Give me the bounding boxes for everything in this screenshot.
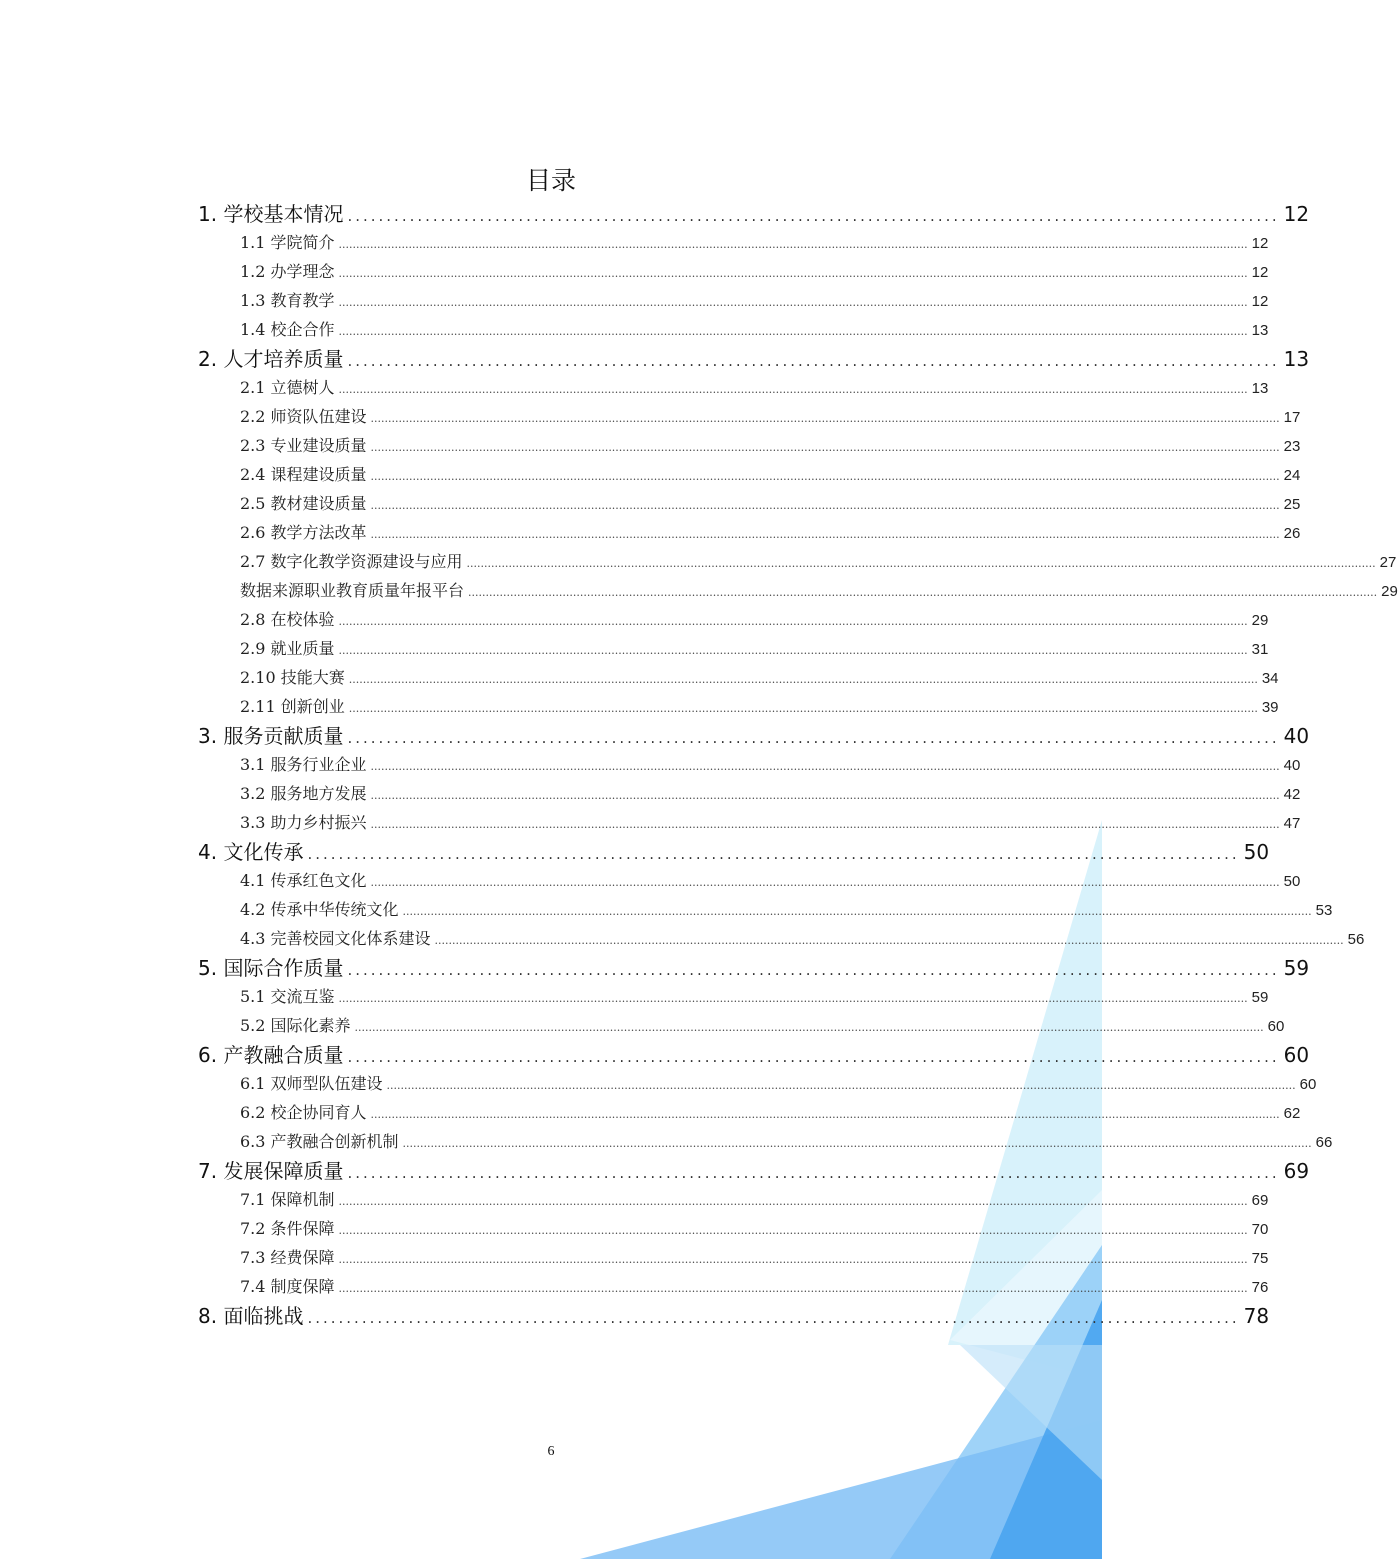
dot-leader: .................................................................................................................................................................................................................................................................... bbox=[370, 470, 1280, 483]
toc-entry-label: 3.2 服务地方发展 bbox=[240, 784, 367, 803]
toc-subsection-entry[interactable] bbox=[240, 924, 1365, 953]
toc-entry-label: 2.5 教材建设质量 bbox=[240, 494, 367, 513]
toc-subsection-entry[interactable] bbox=[240, 431, 1301, 460]
toc-section-entry[interactable] bbox=[198, 1153, 1310, 1189]
dot-leader: .................................................................................................................................................................................................................................................................... bbox=[434, 934, 1344, 947]
toc-entry-page: 59 bbox=[1283, 956, 1310, 980]
dot-leader: .................................................................................................................................................................................................................................................................... bbox=[348, 673, 1258, 686]
toc-entry-label: 6. 产教融合质量 bbox=[198, 1043, 344, 1067]
toc-section-entry[interactable] bbox=[198, 1037, 1310, 1073]
toc-entry-label: 4.1 传承红色文化 bbox=[240, 871, 367, 890]
dot-leader: ........................................................................................................................ bbox=[347, 729, 1280, 747]
dot-leader: .................................................................................................................................................................................................................................................................... bbox=[370, 528, 1280, 541]
toc-entry-page: 17 bbox=[1283, 409, 1301, 426]
toc-entry-page: 23 bbox=[1283, 438, 1301, 455]
toc-subsection-entry[interactable] bbox=[240, 547, 1397, 576]
toc-entry-page: 60 bbox=[1283, 1043, 1310, 1067]
toc-entry-label: 3. 服务贡献质量 bbox=[198, 724, 344, 748]
dot-leader: ........................................................................................................................ bbox=[307, 1309, 1240, 1327]
dot-leader: .................................................................................................................................................................................................................................................................... bbox=[402, 905, 1312, 918]
toc-entry-page: 60 bbox=[1267, 1018, 1285, 1035]
toc-entry-page: 66 bbox=[1315, 1134, 1333, 1151]
dot-leader: .................................................................................................................................................................................................................................................................... bbox=[386, 1079, 1296, 1092]
toc-entry-page: 69 bbox=[1251, 1192, 1269, 1209]
toc-entry-page: 13 bbox=[1251, 380, 1269, 397]
toc-entry-label: 1.3 教育教学 bbox=[240, 291, 335, 310]
toc-title: 目录 bbox=[525, 166, 576, 195]
toc-entry-page: 47 bbox=[1283, 815, 1301, 832]
dot-leader: .................................................................................................................................................................................................................................................................... bbox=[370, 412, 1280, 425]
dot-leader: .................................................................................................................................................................................................................................................................... bbox=[338, 1253, 1248, 1266]
toc-subsection-entry[interactable] bbox=[240, 663, 1279, 692]
toc-entry-page: 13 bbox=[1283, 347, 1310, 371]
dot-leader: .................................................................................................................................................................................................................................................................... bbox=[370, 876, 1280, 889]
toc-entry-page: 27 bbox=[1379, 554, 1397, 571]
dot-leader: ........................................................................................................................ bbox=[347, 1048, 1280, 1066]
toc-entry-page: 78 bbox=[1243, 1304, 1270, 1328]
dot-leader: .................................................................................................................................................................................................................................................................... bbox=[338, 644, 1248, 657]
toc-entry-page: 62 bbox=[1283, 1105, 1301, 1122]
dot-leader: ........................................................................................................................ bbox=[347, 1164, 1280, 1182]
toc-subsection-entry[interactable] bbox=[240, 228, 1269, 257]
toc-subsection-entry[interactable] bbox=[240, 286, 1269, 315]
toc-entry-label: 4.3 完善校园文化体系建设 bbox=[240, 929, 431, 948]
toc-entry-label: 4. 文化传承 bbox=[198, 840, 304, 864]
toc-entry-label: 6.1 双师型队伍建设 bbox=[240, 1074, 383, 1093]
toc-entry-page: 29 bbox=[1381, 583, 1398, 600]
toc-entry-label: 6.2 校企协同育人 bbox=[240, 1103, 367, 1122]
dot-leader: .................................................................................................................................................................................................................................................................... bbox=[338, 992, 1248, 1005]
dot-leader: .................................................................................................................................................................................................................................................................... bbox=[338, 267, 1248, 280]
toc-entry-label: 数据来源职业教育质量年报平台 bbox=[240, 581, 465, 600]
dot-leader: .................................................................................................................................................................................................................................................................... bbox=[338, 1195, 1248, 1208]
toc-entry-label: 2.9 就业质量 bbox=[240, 639, 335, 658]
dot-leader: .................................................................................................................................................................................................................................................................... bbox=[338, 1224, 1248, 1237]
dot-leader: .................................................................................................................................................................................................................................................................... bbox=[370, 789, 1280, 802]
toc-entry-page: 70 bbox=[1251, 1221, 1269, 1238]
dot-leader: .................................................................................................................................................................................................................................................................... bbox=[338, 1282, 1248, 1295]
toc-entry-page: 25 bbox=[1283, 496, 1301, 513]
toc-subsection-entry[interactable] bbox=[240, 1069, 1317, 1098]
toc-entry-label: 8. 面临挑战 bbox=[198, 1304, 304, 1328]
toc-subsection-entry[interactable] bbox=[240, 866, 1301, 895]
toc-subsection-entry[interactable] bbox=[240, 402, 1301, 431]
toc-entry-label: 4.2 传承中华传统文化 bbox=[240, 900, 399, 919]
toc-entry-label: 2.4 课程建设质量 bbox=[240, 465, 367, 484]
toc-subsection-entry[interactable] bbox=[240, 576, 1398, 605]
toc-subsection-entry[interactable] bbox=[240, 779, 1301, 808]
toc-subsection-entry[interactable] bbox=[240, 1272, 1269, 1301]
toc-entry-label: 3.1 服务行业企业 bbox=[240, 755, 367, 774]
toc-subsection-entry[interactable] bbox=[240, 1185, 1269, 1214]
toc-subsection-entry[interactable] bbox=[240, 750, 1301, 779]
dot-leader: .................................................................................................................................................................................................................................................................... bbox=[402, 1137, 1312, 1150]
dot-leader: .................................................................................................................................................................................................................................................................... bbox=[354, 1021, 1264, 1034]
dot-leader: ........................................................................................................................ bbox=[347, 961, 1280, 979]
toc-entry-page: 40 bbox=[1283, 724, 1310, 748]
toc-entry-page: 60 bbox=[1299, 1076, 1317, 1093]
toc-subsection-entry[interactable] bbox=[240, 1011, 1285, 1040]
toc-subsection-entry[interactable] bbox=[240, 808, 1301, 837]
toc-entry-label: 2. 人才培养质量 bbox=[198, 347, 344, 371]
toc-subsection-entry[interactable] bbox=[240, 692, 1279, 721]
dot-leader: .................................................................................................................................................................................................................................................................... bbox=[338, 383, 1248, 396]
toc-entry-label: 2.8 在校体验 bbox=[240, 610, 335, 629]
toc-entry-label: 2.1 立德树人 bbox=[240, 378, 335, 397]
toc-subsection-entry[interactable] bbox=[240, 460, 1301, 489]
toc-entry-page: 50 bbox=[1283, 873, 1301, 890]
toc-subsection-entry[interactable] bbox=[240, 489, 1301, 518]
toc-entry-page: 56 bbox=[1347, 931, 1365, 948]
toc-entry-page: 53 bbox=[1315, 902, 1333, 919]
toc-entry-page: 39 bbox=[1261, 699, 1279, 716]
dot-leader: .................................................................................................................................................................................................................................................................... bbox=[338, 615, 1248, 628]
dot-leader: ........................................................................................................................ bbox=[347, 207, 1280, 225]
page-number: 6 bbox=[547, 1444, 555, 1459]
toc-entry-label: 6.3 产教融合创新机制 bbox=[240, 1132, 399, 1151]
toc-section-entry[interactable] bbox=[198, 341, 1310, 377]
dot-leader: .................................................................................................................................................................................................................................................................... bbox=[370, 441, 1280, 454]
toc-entry-label: 2.6 教学方法改革 bbox=[240, 523, 367, 542]
dot-leader: .................................................................................................................................................................................................................................................................... bbox=[338, 296, 1248, 309]
toc-entry-label: 5. 国际合作质量 bbox=[198, 956, 344, 980]
dot-leader: .................................................................................................................................................................................................................................................................... bbox=[468, 586, 1378, 599]
toc-entry-page: 12 bbox=[1251, 264, 1269, 281]
toc-subsection-entry[interactable] bbox=[240, 1098, 1301, 1127]
dot-leader: .................................................................................................................................................................................................................................................................... bbox=[370, 760, 1280, 773]
toc-entry-page: 12 bbox=[1251, 235, 1269, 252]
toc-subsection-entry[interactable] bbox=[240, 634, 1269, 663]
toc-entry-label: 2.10 技能大赛 bbox=[240, 668, 345, 687]
toc-entry-label: 5.1 交流互鉴 bbox=[240, 987, 335, 1006]
dot-leader: .................................................................................................................................................................................................................................................................... bbox=[370, 1108, 1280, 1121]
toc-section-entry[interactable] bbox=[198, 950, 1310, 986]
toc-entry-label: 7. 发展保障质量 bbox=[198, 1159, 344, 1183]
toc-entry-page: 26 bbox=[1283, 525, 1301, 542]
toc-entry-page: 12 bbox=[1251, 293, 1269, 310]
toc-entry-label: 1.4 校企合作 bbox=[240, 320, 335, 339]
toc-entry-label: 7.3 经费保障 bbox=[240, 1248, 335, 1267]
toc-section-entry[interactable] bbox=[198, 196, 1310, 232]
toc-subsection-entry[interactable] bbox=[240, 1243, 1269, 1272]
toc-section-entry[interactable] bbox=[198, 834, 1270, 870]
toc-entry-page: 50 bbox=[1243, 840, 1270, 864]
toc-entry-label: 2.7 数字化教学资源建设与应用 bbox=[240, 552, 463, 571]
toc-entry-page: 59 bbox=[1251, 989, 1269, 1006]
toc-subsection-entry[interactable] bbox=[240, 518, 1301, 547]
toc-entry-page: 42 bbox=[1283, 786, 1301, 803]
dot-leader: .................................................................................................................................................................................................................................................................... bbox=[338, 325, 1248, 338]
dot-leader: .................................................................................................................................................................................................................................................................... bbox=[338, 238, 1248, 251]
toc-subsection-entry[interactable] bbox=[240, 982, 1269, 1011]
toc-subsection-entry[interactable] bbox=[240, 257, 1269, 286]
toc-entry-page: 40 bbox=[1283, 757, 1301, 774]
toc-entry-page: 24 bbox=[1283, 467, 1301, 484]
toc-entry-label: 7.4 制度保障 bbox=[240, 1277, 335, 1296]
toc-section-entry[interactable] bbox=[198, 1298, 1270, 1334]
toc-subsection-entry[interactable] bbox=[240, 373, 1269, 402]
toc-subsection-entry[interactable] bbox=[240, 315, 1269, 344]
toc-section-entry[interactable] bbox=[198, 718, 1310, 754]
toc-entry-label: 1.2 办学理念 bbox=[240, 262, 335, 281]
toc-subsection-entry[interactable] bbox=[240, 1214, 1269, 1243]
toc-entry-page: 31 bbox=[1251, 641, 1269, 658]
toc-entry-label: 5.2 国际化素养 bbox=[240, 1016, 351, 1035]
toc-subsection-entry[interactable] bbox=[240, 1127, 1333, 1156]
toc-entry-label: 1.1 学院简介 bbox=[240, 233, 335, 252]
dot-leader: ........................................................................................................................ bbox=[307, 845, 1240, 863]
dot-leader: ........................................................................................................................ bbox=[347, 352, 1280, 370]
dot-leader: .................................................................................................................................................................................................................................................................... bbox=[348, 702, 1258, 715]
toc-entry-label: 2.2 师资队伍建设 bbox=[240, 407, 367, 426]
toc-subsection-entry[interactable] bbox=[240, 895, 1333, 924]
toc-entry-label: 7.1 保障机制 bbox=[240, 1190, 335, 1209]
toc-entry-label: 7.2 条件保障 bbox=[240, 1219, 335, 1238]
toc-entry-page: 12 bbox=[1283, 202, 1310, 226]
toc-entry-page: 29 bbox=[1251, 612, 1269, 629]
toc-entry-label: 3.3 助力乡村振兴 bbox=[240, 813, 367, 832]
toc-entry-page: 75 bbox=[1251, 1250, 1269, 1267]
toc-entry-label: 1. 学校基本情况 bbox=[198, 202, 344, 226]
toc-entry-page: 34 bbox=[1261, 670, 1279, 687]
toc-entry-page: 13 bbox=[1251, 322, 1269, 339]
toc-entry-label: 2.3 专业建设质量 bbox=[240, 436, 367, 455]
toc-entry-page: 69 bbox=[1283, 1159, 1310, 1183]
dot-leader: .................................................................................................................................................................................................................................................................... bbox=[370, 499, 1280, 512]
dot-leader: .................................................................................................................................................................................................................................................................... bbox=[466, 557, 1376, 570]
dot-leader: .................................................................................................................................................................................................................................................................... bbox=[370, 818, 1280, 831]
toc-entry-label: 2.11 创新创业 bbox=[240, 697, 345, 716]
toc-entry-page: 76 bbox=[1251, 1279, 1269, 1296]
toc-subsection-entry[interactable] bbox=[240, 605, 1269, 634]
